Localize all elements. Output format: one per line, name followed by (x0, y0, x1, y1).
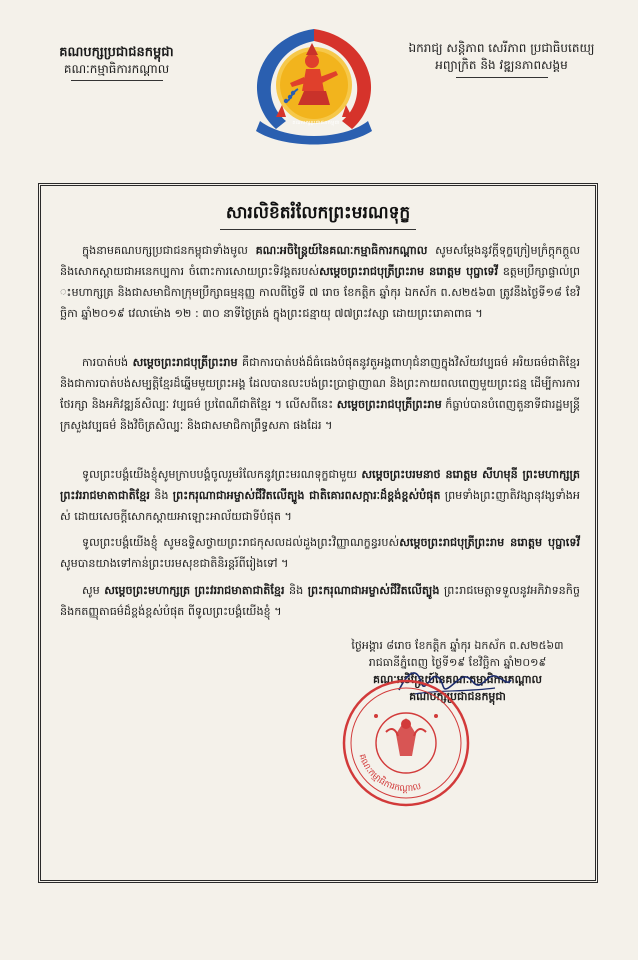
paragraph-text: ព្រះរាជមេត្តាទទួលនូវអភិវាទនកិច្ចនិងកតញ្ញុតាធម៌ដ៏ខ្ពង់ខ្ពស់បំផុត ពីទូលព្រះបង្គំយើងខ្ញុំ ។ (60, 584, 580, 618)
party-heading (14, 44, 219, 81)
paragraph-1 (60, 240, 580, 324)
paragraph-text: ក្នុងនាមគណបក្សប្រជាជនកម្ពុជាទាំងមូល (82, 244, 256, 257)
paragraph-text: ឧត្តមប្រឹក្សាផ្ទាល់ព្រះមហាក្សត្រ និងជាសមាជិកាក្រុមប្រឹក្សាធម្មនុញ្ញ កាលពីថ្ងៃទី ៧ រោច ខែកត្តិក ឆ្នាំកុរ ឯកស័ក ព.ស២៥៦៣ ត្រូវនឹងថ្ងៃទី១៨ ខែវិច្ឆិកា ឆ្នាំ២០១៩ វេលាម៉ោង ១២ : ៣០ នាទីថ្ងៃត្រង់ ក្នុងព្រះជន្មាយុ ៧៧ព្រះវស្សា ដោយព្រះរោគាពាធ ។ (60, 265, 580, 320)
party-name: គណបក្សប្រជាជនកម្ពុជា (59, 45, 174, 60)
paragraph-text: គឺជាការបាត់បង់ដ៏ធំធេងបំផុតនូវតួអង្គពាហុជំនាញក្នុងវិស័យវប្បធម៌ អរិយធម៌ជាតិខ្មែរ និងជាការបាត់បង់សម្បត្តិខ្មែរដ៏ឆ្នើមមួយព្រះអង្គ ដែលបានលះបង់ព្រះប្រាជ្ញាញាណ និងព្រះកាយពលពេញមួយព្រះជន្ម ដើម្បីការការ ថែរក្សា និងអភិវឌ្ឍន៍សិល្បៈ វប្បធម៌ ប្រពៃណីជាតិខ្មែរ ។ លើសពីនេះ (60, 356, 580, 411)
paragraph-2 (60, 352, 580, 436)
title-underline (220, 229, 416, 230)
paragraph-text: ព្រមទាំងព្រះញាតិវង្សានុវង្សទាំងអស់ ដោយសេចក្តីសោកស្តាយអាឡោះអាល័យជាទីបំផុត ។ (60, 489, 580, 523)
emphasized-text: ព្រះករុណាជាអម្ចាស់ជីវិតលើត្បូង (307, 584, 440, 597)
emphasized-text: សម្តេចព្រះរាជបុត្រីព្រះរាម នរោត្តម បុប្ផាទេវី (399, 536, 580, 549)
committee-name: គណៈកម្មាធិការកណ្តាល (63, 62, 170, 76)
paragraph-text: ការបាត់បង់ (82, 356, 133, 369)
paragraph-5 (60, 580, 580, 622)
paragraph-text: ក៏ធ្លាប់បានបំពេញតួនាទីជារដ្ឋមន្ត្រីក្រសួងវប្បធម៌ និងវិចិត្រសិល្បៈ និងជាសមាជិកាព្រឹទ្ធសភា ផងដែរ ។ (60, 398, 581, 432)
paragraph-4 (60, 532, 580, 574)
paragraph-text: និង (284, 584, 308, 597)
seal-text: គណៈកម្មាធិការកណ្តាល (356, 752, 423, 795)
paragraph-text: និង (149, 489, 173, 502)
svg-text:គណៈកម្មាធិការកណ្តាល (357, 753, 423, 794)
motto-line-1: ឯករាជ្យ សន្តិភាព សេរីភាព ប្រជាធិបតេយ្យ (408, 41, 595, 55)
signing-body: គណៈអចិន្ត្រៃយ៍នៃគណៈកម្មាធិការកណ្តាល (373, 673, 542, 686)
emphasized-text: គណៈអចិន្ត្រៃយ៍នៃគណៈកម្មាធិការកណ្តាល (255, 244, 428, 257)
paragraph-text: សូមសម្តែងនូវក្តីទុក្ខក្រៀមក្រំក្តុកក្តួល និងសោកស្តាយជាអនេកប្បការ ចំពោះការសោយព្រះទិវង្គតរបស់ (60, 244, 580, 278)
lunar-date: ថ្ងៃអង្គារ ៨រោច ខែកត្តិក ឆ្នាំកុរ ឯកស័ក ព.ស២៥៦៣ (351, 639, 564, 652)
paragraph-text: ទូលព្រះបង្គំយើងខ្ញុំ សូមឧទ្ទិសថ្វាយព្រះរាជកុសលដល់ដួងព្រះវិញ្ញាណក្ខន្ធរបស់ (82, 536, 400, 549)
heading-divider (71, 80, 163, 81)
emphasized-text: សម្តេចព្រះរាជបុត្រីព្រះរាម (336, 398, 442, 411)
motto-divider (456, 77, 548, 78)
paragraph-text: ទូលព្រះបង្គំយើងខ្ញុំសូមក្រាបបង្គំចូលរួមរំលែកនូវព្រះមរណទុក្ខជាមួយ (82, 468, 362, 481)
emphasized-text: សម្តេចព្រះរាជបុត្រីព្រះរាម នរោត្តម បុប្ផាទេវី (319, 265, 499, 278)
paragraph-text: សូម (82, 584, 105, 597)
party-logo-icon (246, 25, 382, 147)
emphasized-text: ព្រះវររាជមាតាជាតិខ្មែរ (60, 489, 150, 502)
emphasized-text: សម្តេចព្រះរាជបុត្រីព្រះរាម (132, 356, 238, 369)
motto-line-2: អព្យាក្រិត និង វឌ្ឍនភាពសង្គម (435, 58, 568, 72)
party-seal-stamp (336, 676, 476, 811)
emphasized-text: សម្តេចព្រះបរមនាថ នរោត្តម សីហមុនី ព្រះមហាក្សត្រ (361, 468, 580, 481)
emphasized-text: ព្រះករុណាជាអម្ចាស់ជីវិតលើត្បូង ជាតិគោរពសក្ការៈដ៏ខ្ពង់ខ្ពស់បំផុត (172, 489, 441, 502)
paragraph-3 (60, 464, 580, 527)
emphasized-text: ព្រះវររាជមាតាជាតិខ្មែរ (194, 584, 285, 597)
kingdom-motto (379, 40, 624, 78)
emphasized-text: សម្តេចព្រះមហាក្សត្រ (104, 584, 191, 597)
signing-party: គណបក្សប្រជាជនកម្ពុជា (409, 690, 506, 703)
place-date: រាជធានីភ្នំពេញ ថ្ងៃទី១៩ ខែវិច្ឆិកា ឆ្នាំ២០១៩ (368, 656, 547, 669)
letter-title: សារលិខិតរំលែកព្រះមរណទុក្ខ (225, 203, 411, 223)
paragraph-text: សូមបានយាងទៅកាន់ព្រះបរមសុខជាតិនិរន្តរ៍ពីរៀងទៅ ។ (60, 557, 289, 570)
logo-ribbon-text: គណបក្សប្រជាជនកម្ពុជា (292, 120, 340, 126)
